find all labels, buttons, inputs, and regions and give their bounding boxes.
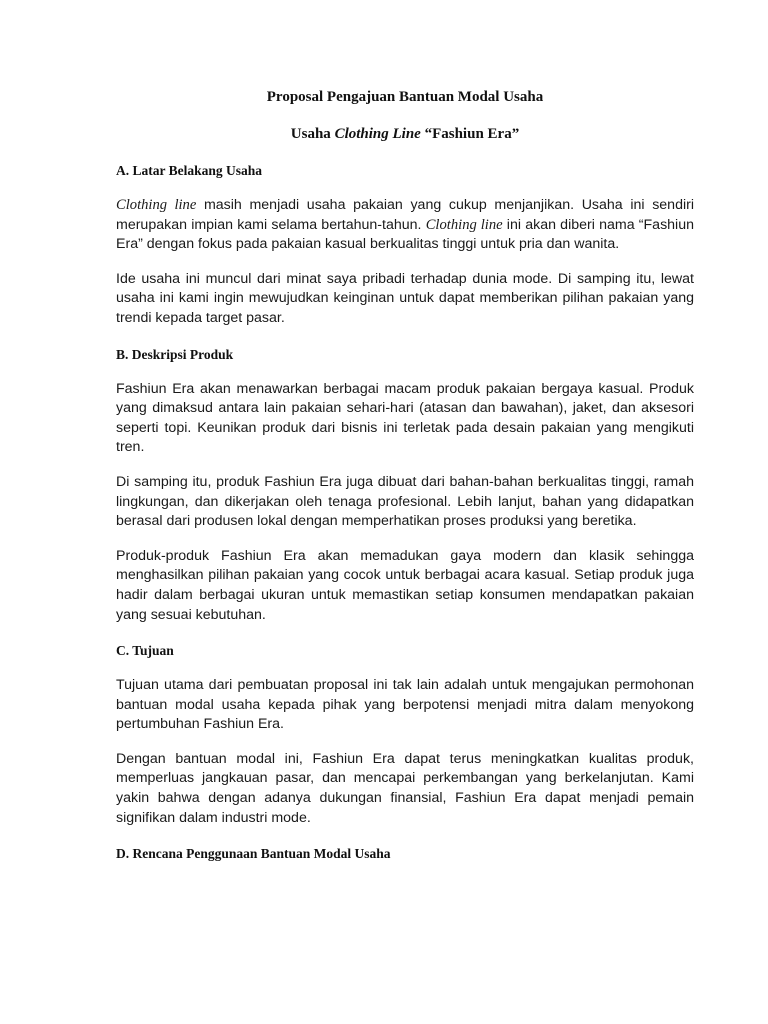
section-a-p1-text-1: masih menjadi usaha pakaian yang cukup menjanjikan. Usaha ini sendiri merupakan impian kami selama bertahun-tahun.	[116, 197, 694, 233]
section-d-heading: D. Rencana Penggunaan Bantuan Modal Usaha	[116, 846, 391, 862]
section-a-p1-text-2: ini akan diberi nama “Fashiun Era” dengan fokus pada pakaian kasual berkualitas tinggi untuk pria dan wanita.	[116, 216, 694, 253]
section-c-paragraph-2: Dengan bantuan modal ini, Fashiun Era dapat terus meningkatkan kualitas produk, memperluas jangkauan pasar, dan mencapai perkembangan yang berkelanjutan. Kami yakin bahwa dengan adanya dukungan finansial, Fashiun Era dapat menjadi pemain signifikan dalam industri mode.	[116, 750, 694, 826]
section-a-paragraph-2: Ide usaha ini muncul dari minat saya pribadi terhadap dunia mode. Di samping itu, lewat usaha ini kami ingin mewujudkan keinginan untuk dapat memberikan pilihan pakaian yang trendi kepada target pasar.	[116, 270, 694, 326]
section-c-paragraph-1: Tujuan utama dari pembuatan proposal ini tak lain adalah untuk mengajukan permohonan bantuan modal usaha kepada pihak yang berpotensi menjadi mitra dalam menyokong pertumbuhan Fashiun Era.	[116, 677, 694, 733]
section-b-heading: B. Deskripsi Produk	[116, 346, 234, 362]
document-page	[116, 86, 694, 864]
subtitle-suffix: “Fashiun Era”	[420, 126, 520, 142]
section-b-paragraph-3: Produk-produk Fashiun Era akan memadukan gaya modern dan klasik sehingga menghasilkan pilihan pakaian yang cocok untuk berbagai acara kasual. Setiap produk juga hadir dalam berbagai ukuran untuk memastikan setiap konsumen mendapatkan pakaian yang sesuai kebutuhan.	[116, 547, 694, 623]
section-b-paragraph-2: Di samping itu, produk Fashiun Era juga dibuat dari bahan-bahan berkualitas tinggi, ramah lingkungan, dan dikerjakan oleh tenaga profesional. Lebih lanjut, bahan yang didapatkan berasal dari produsen lokal dengan memperhatikan proses produksi yang beretika.	[116, 473, 694, 530]
subtitle-italic: Clothing Line	[334, 126, 421, 142]
section-c-heading: C. Tujuan	[116, 643, 174, 659]
italic-clothing-line-2: Clothing line	[425, 216, 503, 233]
document-subtitle	[116, 123, 694, 145]
section-a-paragraph-1	[116, 196, 694, 255]
italic-clothing-line-1: Clothing line	[116, 197, 197, 213]
section-a-heading: A. Latar Belakang Usaha	[116, 163, 263, 178]
subtitle-prefix: Usaha	[290, 126, 335, 142]
section-b-paragraph-1: Fashiun Era akan menawarkan berbagai macam produk pakaian bergaya kasual. Produk yang dimaksud antara lain pakaian sehari-hari (atasan dan bawahan), jaket, dan aksesori seperti topi. Keunikan produk dari bisnis ini terletak pada desain pakaian yang mengikuti tren.	[116, 380, 694, 456]
document-title: Proposal Pengajuan Bantuan Modal Usaha	[266, 89, 544, 105]
